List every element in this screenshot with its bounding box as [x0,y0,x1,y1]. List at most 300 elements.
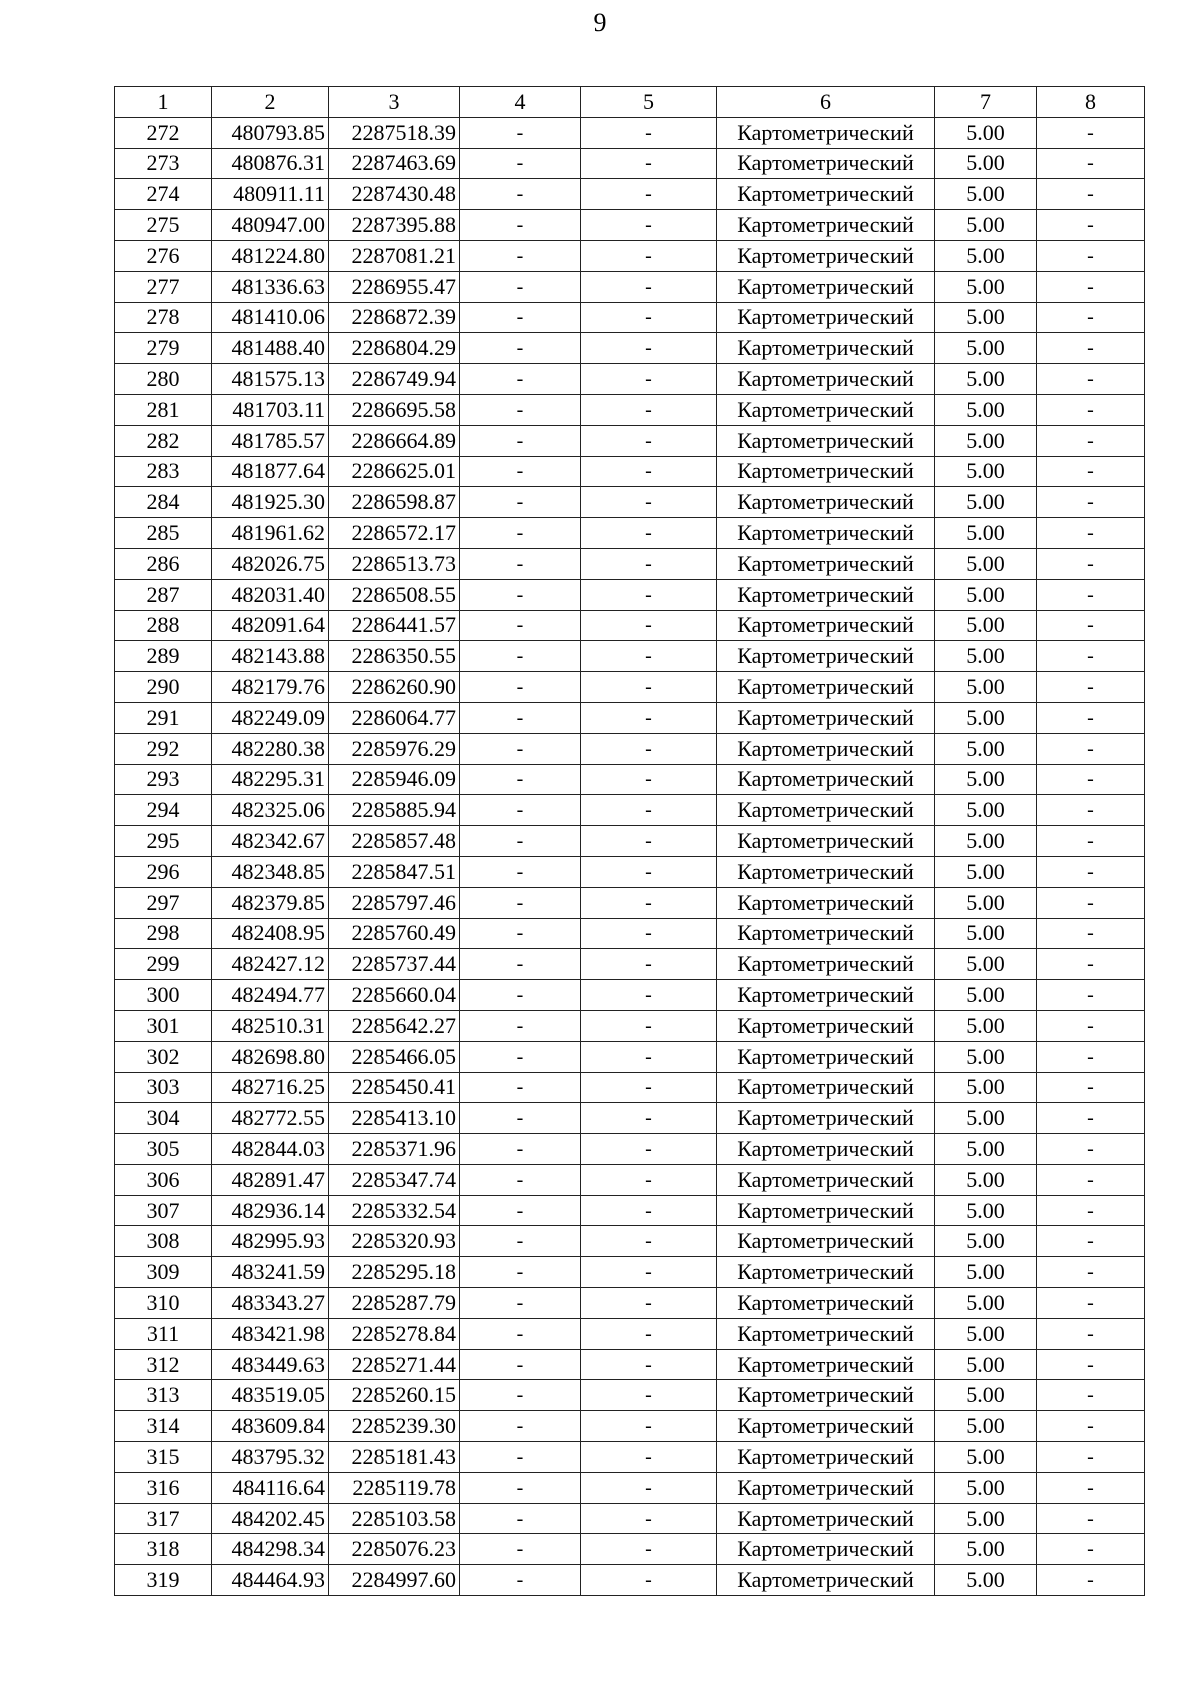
column-5-cell: - [581,1442,717,1473]
method-cell: Картометрический [717,702,935,733]
point-number-cell: 307 [115,1195,212,1226]
method-cell: Картометрический [717,518,935,549]
column-4-cell: - [460,1226,581,1257]
x-coordinate-cell: 482348.85 [212,856,329,887]
y-coordinate-cell: 2285076.23 [329,1534,460,1565]
point-number-cell: 314 [115,1411,212,1442]
point-number-cell: 304 [115,1103,212,1134]
column-8-cell: - [1037,271,1145,302]
x-coordinate-cell: 481410.06 [212,302,329,333]
x-coordinate-cell: 481785.57 [212,425,329,456]
column-8-cell: - [1037,487,1145,518]
accuracy-cell: 5.00 [935,148,1037,179]
column-5-cell: - [581,302,717,333]
table-row [115,1349,1145,1380]
table-row [115,1503,1145,1534]
point-number-cell: 293 [115,764,212,795]
column-5-cell: - [581,1318,717,1349]
method-cell: Картометрический [717,117,935,148]
point-number-cell: 278 [115,302,212,333]
column-8-cell: - [1037,1010,1145,1041]
x-coordinate-cell: 482510.31 [212,1010,329,1041]
point-number-cell: 317 [115,1503,212,1534]
table-row [115,856,1145,887]
x-coordinate-cell: 480793.85 [212,117,329,148]
column-5-cell: - [581,1257,717,1288]
x-coordinate-cell: 482844.03 [212,1134,329,1165]
column-5-cell: - [581,856,717,887]
accuracy-cell: 5.00 [935,333,1037,364]
column-4-cell: - [460,641,581,672]
column-8-cell: - [1037,1103,1145,1134]
accuracy-cell: 5.00 [935,1164,1037,1195]
accuracy-cell: 5.00 [935,1288,1037,1319]
method-cell: Картометрический [717,980,935,1011]
method-cell: Картометрический [717,425,935,456]
column-4-cell: - [460,887,581,918]
accuracy-cell: 5.00 [935,641,1037,672]
column-8-cell: - [1037,764,1145,795]
point-number-cell: 303 [115,1072,212,1103]
table-row [115,1318,1145,1349]
column-5-cell: - [581,1195,717,1226]
header-row [115,87,1145,118]
column-4-cell: - [460,856,581,887]
y-coordinate-cell: 2286513.73 [329,548,460,579]
column-8-cell: - [1037,949,1145,980]
column-8-cell: - [1037,610,1145,641]
x-coordinate-cell: 482494.77 [212,980,329,1011]
point-number-cell: 294 [115,795,212,826]
table-row [115,1534,1145,1565]
method-cell: Картометрический [717,487,935,518]
point-number-cell: 311 [115,1318,212,1349]
x-coordinate-cell: 483609.84 [212,1411,329,1442]
method-cell: Картометрический [717,333,935,364]
column-5-cell: - [581,548,717,579]
method-cell: Картометрический [717,210,935,241]
method-cell: Картометрический [717,1134,935,1165]
point-number-cell: 273 [115,148,212,179]
table-row [115,179,1145,210]
table-row [115,548,1145,579]
accuracy-cell: 5.00 [935,887,1037,918]
point-number-cell: 287 [115,579,212,610]
column-header: 8 [1037,87,1145,118]
y-coordinate-cell: 2285466.05 [329,1041,460,1072]
coordinates-table [114,86,1145,1596]
column-4-cell: - [460,240,581,271]
y-coordinate-cell: 2285946.09 [329,764,460,795]
point-number-cell: 300 [115,980,212,1011]
x-coordinate-cell: 482143.88 [212,641,329,672]
column-5-cell: - [581,456,717,487]
column-4-cell: - [460,456,581,487]
y-coordinate-cell: 2285278.84 [329,1318,460,1349]
column-5-cell: - [581,117,717,148]
column-5-cell: - [581,1503,717,1534]
y-coordinate-cell: 2286625.01 [329,456,460,487]
x-coordinate-cell: 482325.06 [212,795,329,826]
y-coordinate-cell: 2285295.18 [329,1257,460,1288]
column-header: 6 [717,87,935,118]
column-4-cell: - [460,1195,581,1226]
column-8-cell: - [1037,826,1145,857]
x-coordinate-cell: 482026.75 [212,548,329,579]
accuracy-cell: 5.00 [935,980,1037,1011]
point-number-cell: 289 [115,641,212,672]
y-coordinate-cell: 2285797.46 [329,887,460,918]
table-row [115,1164,1145,1195]
column-5-cell: - [581,980,717,1011]
table-row [115,487,1145,518]
y-coordinate-cell: 2285642.27 [329,1010,460,1041]
column-5-cell: - [581,918,717,949]
column-8-cell: - [1037,641,1145,672]
column-4-cell: - [460,1349,581,1380]
y-coordinate-cell: 2285760.49 [329,918,460,949]
column-4-cell: - [460,394,581,425]
accuracy-cell: 5.00 [935,918,1037,949]
column-5-cell: - [581,733,717,764]
method-cell: Картометрический [717,918,935,949]
method-cell: Картометрический [717,1565,935,1596]
column-4-cell: - [460,333,581,364]
y-coordinate-cell: 2285976.29 [329,733,460,764]
column-5-cell: - [581,702,717,733]
column-5-cell: - [581,949,717,980]
column-8-cell: - [1037,1503,1145,1534]
column-4-cell: - [460,1164,581,1195]
y-coordinate-cell: 2285371.96 [329,1134,460,1165]
table-row [115,1288,1145,1319]
column-5-cell: - [581,1534,717,1565]
point-number-cell: 306 [115,1164,212,1195]
point-number-cell: 286 [115,548,212,579]
column-5-cell: - [581,364,717,395]
accuracy-cell: 5.00 [935,1318,1037,1349]
y-coordinate-cell: 2285260.15 [329,1380,460,1411]
column-5-cell: - [581,1380,717,1411]
column-4-cell: - [460,487,581,518]
table-row [115,1442,1145,1473]
column-5-cell: - [581,1010,717,1041]
point-number-cell: 290 [115,672,212,703]
column-5-cell: - [581,1226,717,1257]
x-coordinate-cell: 480947.00 [212,210,329,241]
column-5-cell: - [581,1103,717,1134]
x-coordinate-cell: 481336.63 [212,271,329,302]
method-cell: Картометрический [717,1318,935,1349]
method-cell: Картометрический [717,148,935,179]
point-number-cell: 313 [115,1380,212,1411]
table-row [115,1195,1145,1226]
column-5-cell: - [581,518,717,549]
point-number-cell: 310 [115,1288,212,1319]
x-coordinate-cell: 480876.31 [212,148,329,179]
table-row [115,1103,1145,1134]
accuracy-cell: 5.00 [935,456,1037,487]
method-cell: Картометрический [717,1534,935,1565]
y-coordinate-cell: 2285320.93 [329,1226,460,1257]
table-row [115,887,1145,918]
y-coordinate-cell: 2286598.87 [329,487,460,518]
method-cell: Картометрический [717,1195,935,1226]
y-coordinate-cell: 2285413.10 [329,1103,460,1134]
point-number-cell: 283 [115,456,212,487]
y-coordinate-cell: 2286350.55 [329,641,460,672]
y-coordinate-cell: 2285737.44 [329,949,460,980]
table-row [115,918,1145,949]
column-4-cell: - [460,610,581,641]
x-coordinate-cell: 482031.40 [212,579,329,610]
y-coordinate-cell: 2286664.89 [329,425,460,456]
table-row [115,1380,1145,1411]
column-8-cell: - [1037,856,1145,887]
accuracy-cell: 5.00 [935,826,1037,857]
column-4-cell: - [460,702,581,733]
column-8-cell: - [1037,887,1145,918]
table-row [115,425,1145,456]
column-5-cell: - [581,887,717,918]
point-number-cell: 280 [115,364,212,395]
column-header: 5 [581,87,717,118]
method-cell: Картометрический [717,1349,935,1380]
accuracy-cell: 5.00 [935,1565,1037,1596]
point-number-cell: 318 [115,1534,212,1565]
method-cell: Картометрический [717,1041,935,1072]
column-8-cell: - [1037,1288,1145,1319]
x-coordinate-cell: 483795.32 [212,1442,329,1473]
y-coordinate-cell: 2287518.39 [329,117,460,148]
point-number-cell: 312 [115,1349,212,1380]
point-number-cell: 275 [115,210,212,241]
column-4-cell: - [460,1318,581,1349]
accuracy-cell: 5.00 [935,856,1037,887]
y-coordinate-cell: 2285239.30 [329,1411,460,1442]
column-4-cell: - [460,179,581,210]
column-8-cell: - [1037,210,1145,241]
column-8-cell: - [1037,240,1145,271]
method-cell: Картометрический [717,240,935,271]
accuracy-cell: 5.00 [935,1503,1037,1534]
column-8-cell: - [1037,1195,1145,1226]
column-5-cell: - [581,1072,717,1103]
column-5-cell: - [581,1288,717,1319]
table-body [115,117,1145,1595]
column-4-cell: - [460,1072,581,1103]
column-8-cell: - [1037,1041,1145,1072]
method-cell: Картометрический [717,364,935,395]
column-4-cell: - [460,1288,581,1319]
accuracy-cell: 5.00 [935,1072,1037,1103]
method-cell: Картометрический [717,641,935,672]
column-8-cell: - [1037,918,1145,949]
x-coordinate-cell: 482408.95 [212,918,329,949]
accuracy-cell: 5.00 [935,733,1037,764]
method-cell: Картометрический [717,949,935,980]
column-4-cell: - [460,980,581,1011]
accuracy-cell: 5.00 [935,1411,1037,1442]
y-coordinate-cell: 2285857.48 [329,826,460,857]
table-row [115,1257,1145,1288]
column-5-cell: - [581,271,717,302]
accuracy-cell: 5.00 [935,518,1037,549]
column-4-cell: - [460,1257,581,1288]
column-4-cell: - [460,949,581,980]
y-coordinate-cell: 2286441.57 [329,610,460,641]
method-cell: Картометрический [717,1257,935,1288]
column-4-cell: - [460,795,581,826]
column-5-cell: - [581,240,717,271]
method-cell: Картометрический [717,1010,935,1041]
point-number-cell: 282 [115,425,212,456]
column-5-cell: - [581,1565,717,1596]
table-row [115,240,1145,271]
x-coordinate-cell: 482427.12 [212,949,329,980]
point-number-cell: 276 [115,240,212,271]
x-coordinate-cell: 483421.98 [212,1318,329,1349]
x-coordinate-cell: 480911.11 [212,179,329,210]
accuracy-cell: 5.00 [935,302,1037,333]
column-8-cell: - [1037,1134,1145,1165]
method-cell: Картометрический [717,271,935,302]
accuracy-cell: 5.00 [935,1041,1037,1072]
y-coordinate-cell: 2287430.48 [329,179,460,210]
method-cell: Картометрический [717,1288,935,1319]
accuracy-cell: 5.00 [935,1534,1037,1565]
point-number-cell: 302 [115,1041,212,1072]
column-8-cell: - [1037,1380,1145,1411]
y-coordinate-cell: 2286260.90 [329,672,460,703]
table-row [115,1226,1145,1257]
x-coordinate-cell: 483519.05 [212,1380,329,1411]
y-coordinate-cell: 2285885.94 [329,795,460,826]
column-8-cell: - [1037,1318,1145,1349]
method-cell: Картометрический [717,548,935,579]
column-4-cell: - [460,1380,581,1411]
column-5-cell: - [581,672,717,703]
column-8-cell: - [1037,1072,1145,1103]
x-coordinate-cell: 481224.80 [212,240,329,271]
column-5-cell: - [581,487,717,518]
column-4-cell: - [460,1134,581,1165]
column-header: 7 [935,87,1037,118]
y-coordinate-cell: 2286572.17 [329,518,460,549]
x-coordinate-cell: 482091.64 [212,610,329,641]
accuracy-cell: 5.00 [935,1195,1037,1226]
method-cell: Картометрический [717,394,935,425]
method-cell: Картометрический [717,579,935,610]
method-cell: Картометрический [717,856,935,887]
point-number-cell: 299 [115,949,212,980]
column-8-cell: - [1037,456,1145,487]
column-8-cell: - [1037,579,1145,610]
y-coordinate-cell: 2286508.55 [329,579,460,610]
point-number-cell: 284 [115,487,212,518]
column-5-cell: - [581,333,717,364]
column-8-cell: - [1037,333,1145,364]
y-coordinate-cell: 2285660.04 [329,980,460,1011]
table-row [115,210,1145,241]
method-cell: Картометрический [717,456,935,487]
method-cell: Картометрический [717,1472,935,1503]
x-coordinate-cell: 482342.67 [212,826,329,857]
column-8-cell: - [1037,548,1145,579]
accuracy-cell: 5.00 [935,240,1037,271]
x-coordinate-cell: 481877.64 [212,456,329,487]
accuracy-cell: 5.00 [935,795,1037,826]
column-5-cell: - [581,795,717,826]
y-coordinate-cell: 2285347.74 [329,1164,460,1195]
column-4-cell: - [460,1442,581,1473]
x-coordinate-cell: 481925.30 [212,487,329,518]
x-coordinate-cell: 482772.55 [212,1103,329,1134]
table-row [115,1010,1145,1041]
accuracy-cell: 5.00 [935,1380,1037,1411]
table-row [115,1472,1145,1503]
table-row [115,1411,1145,1442]
x-coordinate-cell: 482249.09 [212,702,329,733]
y-coordinate-cell: 2285271.44 [329,1349,460,1380]
method-cell: Картометрический [717,1442,935,1473]
column-8-cell: - [1037,733,1145,764]
column-8-cell: - [1037,702,1145,733]
table-row [115,271,1145,302]
column-4-cell: - [460,148,581,179]
x-coordinate-cell: 482280.38 [212,733,329,764]
x-coordinate-cell: 481703.11 [212,394,329,425]
column-4-cell: - [460,1534,581,1565]
column-8-cell: - [1037,1534,1145,1565]
column-8-cell: - [1037,1442,1145,1473]
column-8-cell: - [1037,1565,1145,1596]
column-4-cell: - [460,1041,581,1072]
column-4-cell: - [460,764,581,795]
y-coordinate-cell: 2286064.77 [329,702,460,733]
x-coordinate-cell: 482716.25 [212,1072,329,1103]
accuracy-cell: 5.00 [935,1442,1037,1473]
point-number-cell: 291 [115,702,212,733]
column-4-cell: - [460,1103,581,1134]
table-row [115,1565,1145,1596]
table-row [115,148,1145,179]
x-coordinate-cell: 481488.40 [212,333,329,364]
accuracy-cell: 5.00 [935,487,1037,518]
column-5-cell: - [581,179,717,210]
x-coordinate-cell: 482179.76 [212,672,329,703]
column-5-cell: - [581,1472,717,1503]
y-coordinate-cell: 2287081.21 [329,240,460,271]
method-cell: Картометрический [717,1072,935,1103]
table-row [115,980,1145,1011]
point-number-cell: 305 [115,1134,212,1165]
point-number-cell: 315 [115,1442,212,1473]
page-number: 9 [593,8,607,37]
y-coordinate-cell: 2287395.88 [329,210,460,241]
method-cell: Картометрический [717,1380,935,1411]
column-8-cell: - [1037,1411,1145,1442]
point-number-cell: 272 [115,117,212,148]
x-coordinate-cell: 484202.45 [212,1503,329,1534]
y-coordinate-cell: 2286749.94 [329,364,460,395]
column-header: 4 [460,87,581,118]
x-coordinate-cell: 484116.64 [212,1472,329,1503]
accuracy-cell: 5.00 [935,1103,1037,1134]
method-cell: Картометрический [717,1503,935,1534]
method-cell: Картометрический [717,672,935,703]
column-8-cell: - [1037,795,1145,826]
